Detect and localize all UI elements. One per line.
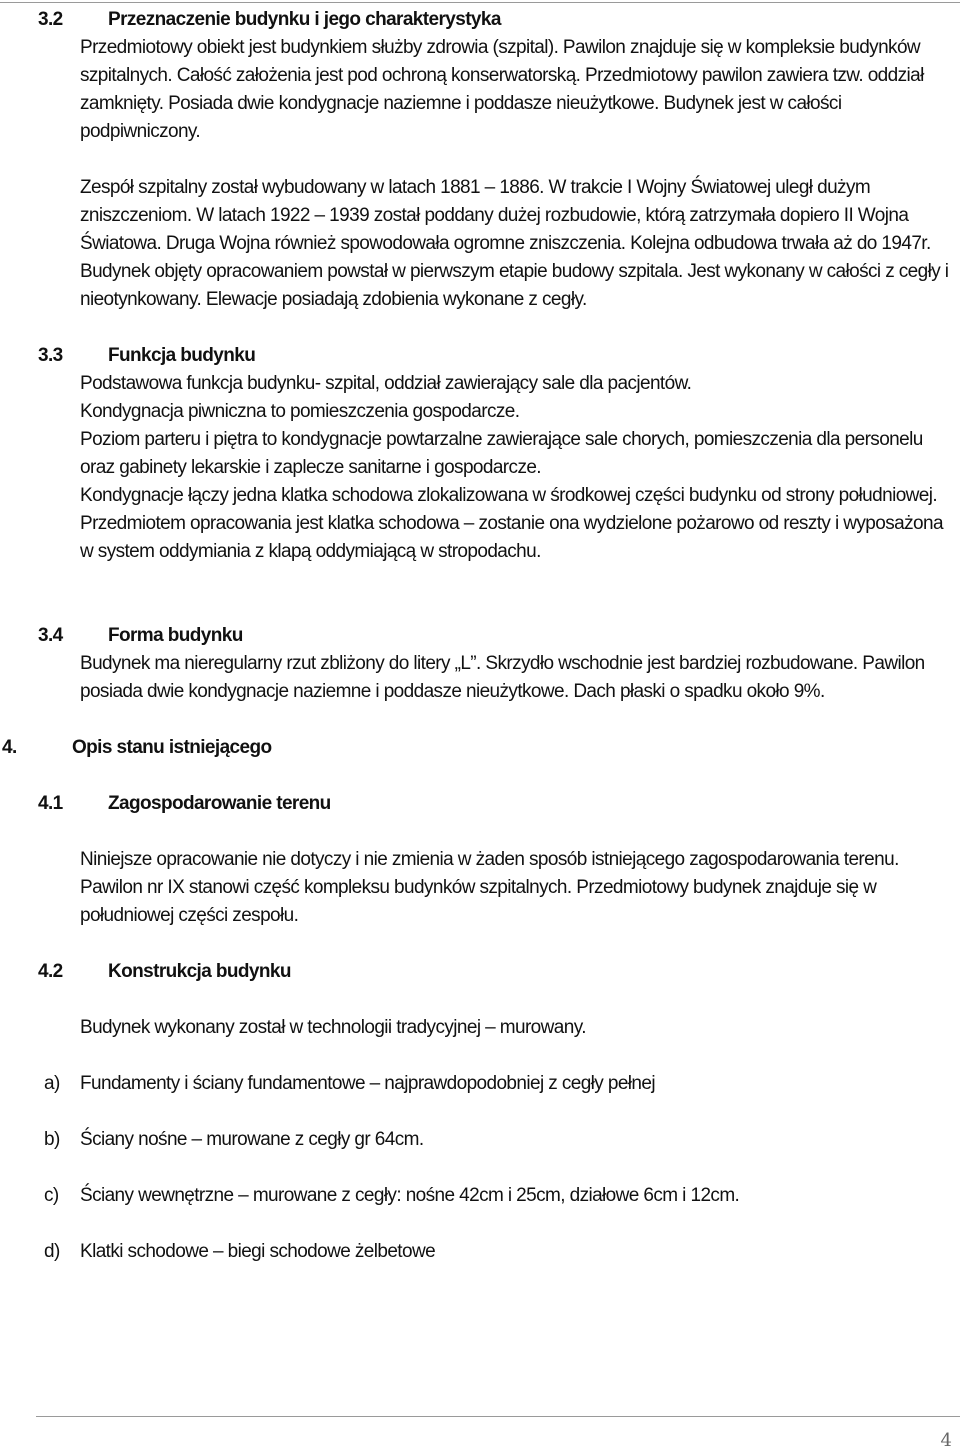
paragraph: Budynek wykonany został w technologii tradycyjnej – murowany. [80, 1017, 586, 1038]
paragraph: Kondygnacje łączy jedna klatka schodowa zlokalizowana w środkowej części budynku od strony południowej. [80, 485, 938, 506]
section-title: Konstrukcja budynku [108, 961, 291, 982]
section-title: Zagospodarowanie terenu [108, 793, 331, 814]
list-marker: b) [44, 1129, 60, 1150]
list-item [0, 1126, 955, 1154]
list-item [0, 1238, 955, 1266]
section-title: Forma budynku [108, 625, 243, 646]
section-title: Opis stanu istniejącego [72, 737, 272, 758]
list-item-text: Klatki schodowe – biegi schodowe żelbetowe [80, 1241, 436, 1262]
paragraph: Niniejsze opracowanie nie dotyczy i nie zmienia w żaden sposób istniejącego zagospodarowania terenu. [80, 849, 899, 870]
paragraph: Podstawowa funkcja budynku- szpital, oddział zawierający sale dla pacjentów. [80, 373, 692, 394]
list-marker: c) [44, 1185, 59, 1206]
paragraph: Zespół szpitalny został wybudowany w latach 1881 – 1886. W trakcie I Wojny Światowej uległ dużym zniszczeniom. W latach 1922 – 1939 został poddany dużej rozbudowie, którą zatrzymała dopiero II Wojna Światowa. Druga Wojna również spowodowała ogromne zniszczenia. Kolejna odbudowa trwała aż do 1947r. [80, 177, 931, 254]
list-item [0, 1070, 955, 1098]
paragraph: Przedmiotem opracowania jest klatka schodowa – zostanie ona wydzielone pożarowo od reszty i wyposażona w system oddymiania z klapą oddymiającą w stropodachu. [80, 513, 943, 562]
section-heading-4-2 [0, 958, 955, 986]
section-number: 3.4 [38, 625, 63, 646]
paragraph: Pawilon nr IX stanowi część kompleksu budynków szpitalnych. Przedmiotowy budynek znajduje się w południowej części zespołu. [80, 877, 877, 926]
paragraph: Poziom parteru i piętra to kondygnacje powtarzalne zawierające sale chorych, pomieszczenia dla personelu oraz gabinety lekarskie i zaplecze sanitarne i gospodarcze. [80, 429, 923, 478]
list-item-text: Ściany nośne – murowane z cegły gr 64cm. [80, 1129, 424, 1150]
section-heading-4-1 [0, 790, 955, 818]
page-number: 4 [940, 1430, 952, 1451]
section-number: 3.3 [38, 345, 63, 366]
list-marker: a) [44, 1073, 60, 1094]
paragraph: Przedmiotowy obiekt jest budynkiem służby zdrowia (szpital). Pawilon znajduje się w kompleksie budynków szpitalnych. Całość założenia jest pod ochroną konserwatorską. Przedmiotowy pawilon zawiera tzw. oddział zamknięty. Posiada dwie kondygnacje naziemne i poddasze nieużytkowe. Budynek jest w całości podpiwniczony. [80, 37, 924, 142]
section-heading-3-4 [0, 622, 955, 650]
section-number: 4.1 [38, 793, 63, 814]
list-marker: d) [44, 1241, 60, 1262]
section-title: Funkcja budynku [108, 345, 256, 366]
section-heading-4 [0, 734, 955, 762]
paragraph: Budynek ma nieregularny rzut zbliżony do litery „L”. Skrzydło wschodnie jest bardziej rozbudowane. Pawilon posiada dwie kondygnacje naziemne i poddasze nieużytkowe. Dach płaski o spadku około 9%. [80, 653, 925, 702]
section-heading-3-2 [0, 6, 955, 34]
top-rule [0, 2, 960, 3]
section-number: 3.2 [38, 9, 63, 30]
section-heading-3-3 [0, 342, 955, 370]
paragraph: Budynek objęty opracowaniem powstał w pierwszym etapie budowy szpitala. Jest wykonany w całości z cegły i nieotynkowany. Elewacje posiadają zdobienia wykonane z cegły. [80, 261, 949, 310]
section-title: Przeznaczenie budynku i jego charakterystyka [108, 9, 501, 30]
footer-rule [36, 1416, 960, 1417]
list-item-text: Ściany wewnętrzne – murowane z cegły: nośne 42cm i 25cm, działowe 6cm i 12cm. [80, 1185, 740, 1206]
list-item [0, 1182, 955, 1210]
paragraph: Kondygnacja piwniczna to pomieszczenia gospodarcze. [80, 401, 520, 422]
section-number: 4.2 [38, 961, 63, 982]
section-number: 4. [2, 737, 17, 758]
list-item-text: Fundamenty i ściany fundamentowe – najprawdopodobniej z cegły pełnej [80, 1073, 655, 1094]
document-body [0, 6, 955, 1266]
